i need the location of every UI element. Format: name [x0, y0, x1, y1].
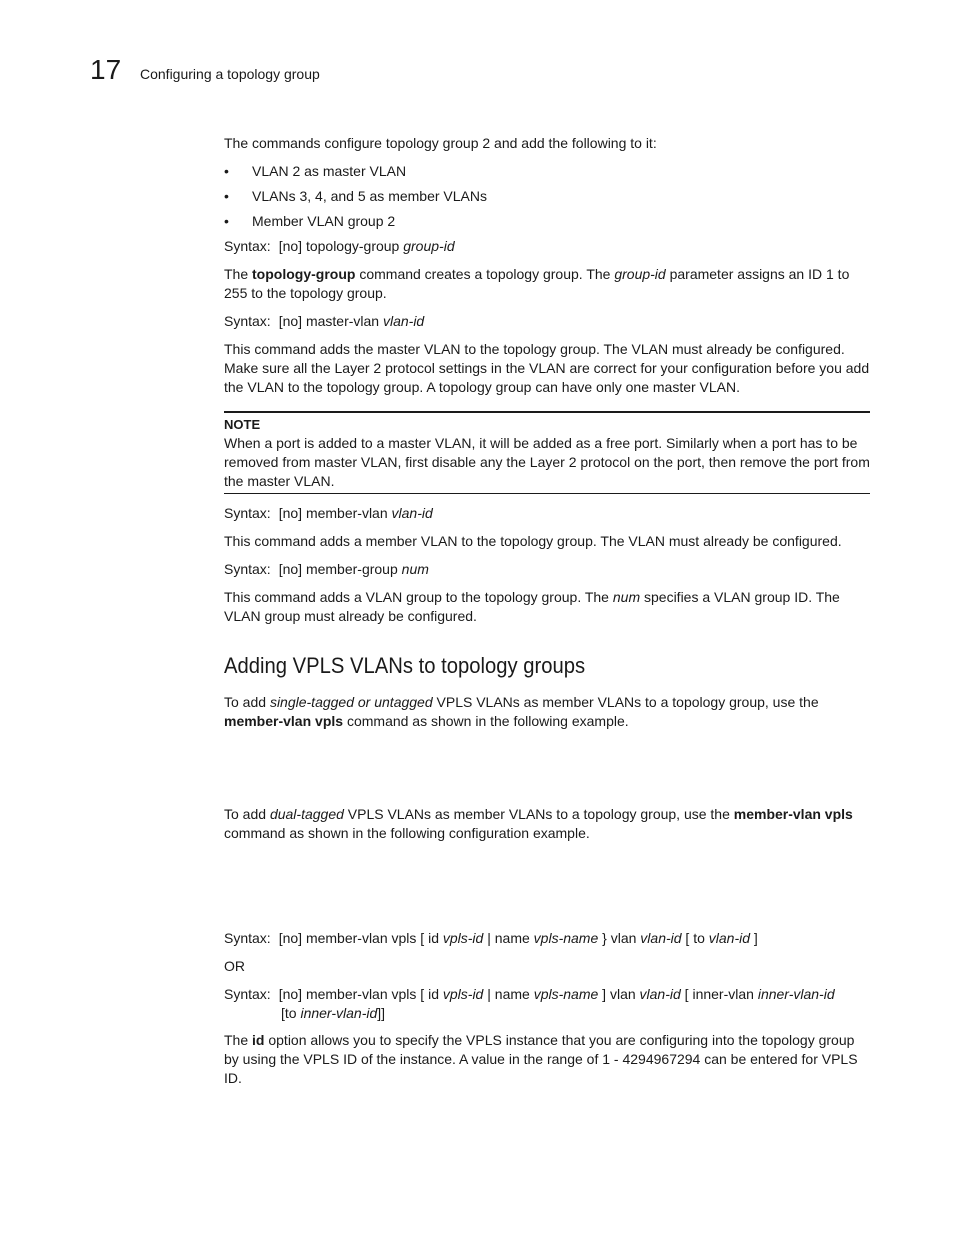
syntax-member-vlan: Syntax: [no] member-vlan vlan-id	[224, 505, 433, 521]
note-label: NOTE	[224, 417, 261, 432]
member-group-description: This command adds a VLAN group to the topology group. The num specifies a VLAN group ID. The VLAN group must already be configured.	[224, 589, 840, 624]
chapter-number: 17	[90, 54, 122, 85]
syntax-topology-group: Syntax: [no] topology-group group-id	[224, 238, 455, 254]
note-top-divider	[224, 411, 870, 413]
note-bottom-divider	[224, 493, 870, 494]
note-text: When a port is added to a master VLAN, it will be added as a free port. Similarly when a port has to be removed from master VLAN, first disable any the Layer 2 protocol on the port, then remove the port from the master VLAN.	[224, 435, 870, 489]
section-heading: Adding VPLS VLANs to topology groups	[224, 653, 586, 678]
bullet-icon: •	[224, 213, 229, 229]
member-vlan-description: This command adds a member VLAN to the topology group. The VLAN must already be configured.	[224, 533, 842, 549]
intro-paragraph: The commands configure topology group 2 and add the following to it:	[224, 135, 657, 151]
chapter-title: Configuring a topology group	[140, 66, 320, 82]
master-vlan-description: This command adds the master VLAN to the topology group. The VLAN must already be configured. Make sure all the Layer 2 protocol settings in the VLAN are correct for your configuration before you add the VLAN to the topology group. A topology group can have only one master VLAN.	[224, 341, 870, 395]
syntax-master-vlan: Syntax: [no] master-vlan vlan-id	[224, 313, 425, 329]
bullet-icon: •	[224, 188, 229, 204]
bullet-icon: •	[224, 163, 229, 179]
syntax-member-group: Syntax: [no] member-group num	[224, 561, 429, 577]
syntax-member-vlan-vpls-2: Syntax: [no] member-vlan vpls [ id vpls-id | name vpls-name ] vlan vlan-id [ inner-vlan inner-vlan-id [to inner-vlan-id]]	[224, 986, 835, 1021]
syntax-member-vlan-vpls-1: Syntax: [no] member-vlan vpls [ id vpls-id | name vpls-name } vlan vlan-id [ to vlan-id ]	[224, 930, 758, 946]
or-text: OR	[224, 958, 245, 974]
single-tagged-paragraph: To add single-tagged or untagged VPLS VLANs as member VLANs to a topology group, use the member-vlan vpls command as shown in the following example.	[224, 694, 819, 729]
id-option-description: The id option allows you to specify the VPLS instance that you are configuring into the topology group by using the VPLS ID of the instance. A value in the range of 1 - 4294967294 can be entered for VPLS ID.	[224, 1032, 858, 1086]
topology-group-description: The topology-group command creates a topology group. The group-id parameter assigns an ID 1 to 255 to the topology group.	[224, 266, 850, 301]
note-box	[224, 415, 870, 491]
dual-tagged-paragraph: To add dual-tagged VPLS VLANs as member VLANs to a topology group, use the member-vlan vpls command as shown in the following configuration example.	[224, 806, 853, 841]
